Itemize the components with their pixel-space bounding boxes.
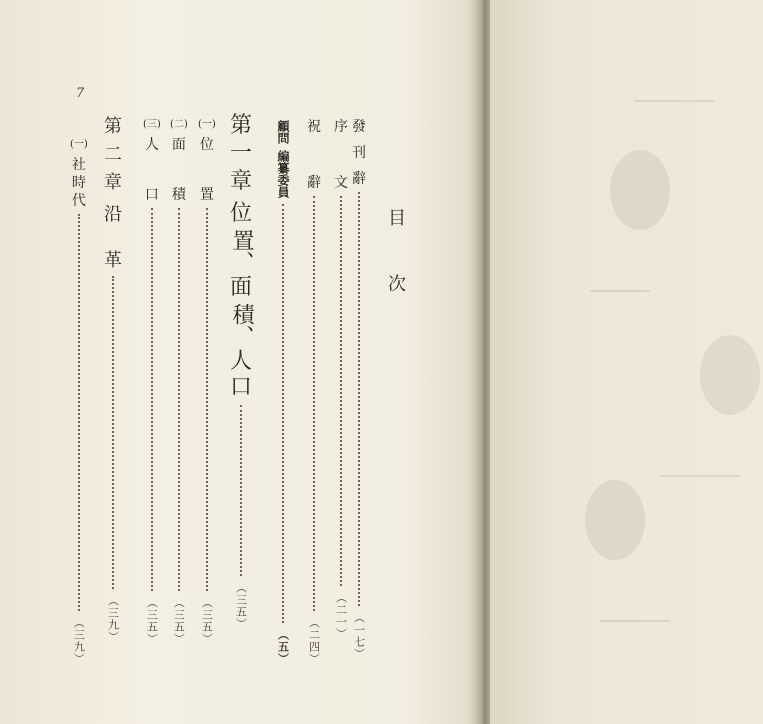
entry-page-ref: （三五） xyxy=(200,597,214,645)
entry-page-ref: （三九） xyxy=(106,595,120,643)
dot-leader xyxy=(78,214,80,611)
dot-leader xyxy=(282,204,284,623)
entry-char: 面 xyxy=(171,137,186,153)
entry-char: 置、 xyxy=(229,229,254,273)
entry-char: 二 xyxy=(104,144,122,165)
entry-char: 積、 xyxy=(229,303,254,347)
entry-char: 面 xyxy=(230,275,253,300)
dot-leader xyxy=(151,208,153,591)
entry-char: (三) xyxy=(143,119,161,130)
toc-entry-shajidai[interactable] xyxy=(70,140,88,665)
toc-entry-menseki[interactable] xyxy=(170,120,188,645)
entry-char: 位 xyxy=(199,137,214,153)
entry-page-ref: （五） xyxy=(276,629,290,665)
toc-entry-jobun[interactable] xyxy=(334,120,348,640)
toc-entry-kankoji[interactable] xyxy=(352,120,366,660)
entry-char: 社 xyxy=(71,157,86,173)
entry-char: 第 xyxy=(104,116,122,137)
dot-leader xyxy=(240,405,242,576)
toc-entry-shukuji[interactable] xyxy=(307,120,321,665)
entry-char: (一) xyxy=(70,139,88,150)
entry-char: 顧問 xyxy=(276,120,290,144)
show-through-portrait xyxy=(700,335,760,415)
entry-char: 第 xyxy=(230,113,253,138)
show-through-portrait xyxy=(585,480,645,560)
entry-char: 置 xyxy=(199,187,214,203)
entry-char: 積 xyxy=(171,187,186,203)
entry-char: 人 xyxy=(230,349,253,374)
show-through-text xyxy=(600,620,670,622)
entry-char: 章 xyxy=(230,169,253,194)
entry-char: 代 xyxy=(71,193,86,209)
entry-char: 序 xyxy=(334,119,348,135)
dot-leader xyxy=(358,192,360,606)
show-through-text xyxy=(635,100,715,102)
dot-leader xyxy=(112,276,114,589)
entry-char: (二) xyxy=(170,119,188,130)
entry-char: 人 xyxy=(144,137,159,153)
show-through-portrait xyxy=(610,150,670,230)
toc-chapter-2[interactable] xyxy=(104,118,122,643)
entry-char: 時 xyxy=(71,175,86,191)
toc-title-char: 次 xyxy=(388,274,406,295)
show-through-text xyxy=(660,475,740,477)
entry-char: 口 xyxy=(230,375,253,400)
entry-char: 革 xyxy=(104,250,122,271)
entry-char: 發 xyxy=(352,119,366,135)
entry-char: 刊 xyxy=(352,145,366,161)
page-number: 7 xyxy=(76,86,85,101)
right-page xyxy=(490,0,763,724)
entry-char: (一) xyxy=(198,119,216,130)
toc-chapter-1[interactable] xyxy=(230,115,252,630)
entry-char: 辭 xyxy=(352,171,366,187)
entry-char: 沿 xyxy=(104,204,122,225)
entry-page-ref: （一七） xyxy=(352,612,366,660)
toc-entry-komon[interactable] xyxy=(277,120,289,665)
entry-char: 一 xyxy=(230,141,253,166)
entry-char: 位 xyxy=(230,201,253,226)
entry-page-ref: （三五） xyxy=(172,597,186,645)
toc-entry-ichi[interactable] xyxy=(198,120,216,645)
show-through-text xyxy=(590,290,650,292)
entry-page-ref: （三五） xyxy=(234,582,248,630)
dot-leader xyxy=(178,208,180,591)
dot-leader xyxy=(313,196,315,611)
entry-page-ref: （二一） xyxy=(334,592,348,640)
entry-char: 章 xyxy=(104,172,122,193)
entry-page-ref: （二四） xyxy=(307,617,321,665)
toc-entry-jinko[interactable] xyxy=(143,120,161,645)
toc-title xyxy=(388,210,406,342)
dot-leader xyxy=(206,208,208,591)
entry-char: 辭 xyxy=(307,175,321,191)
dot-leader xyxy=(340,196,342,586)
entry-page-ref: （三五） xyxy=(145,597,159,645)
entry-char: 祝 xyxy=(307,119,321,135)
entry-char: 文 xyxy=(334,175,348,191)
entry-char: 口 xyxy=(144,187,159,203)
toc-title-char: 目 xyxy=(388,208,406,229)
entry-page-ref: （三九） xyxy=(72,617,86,665)
entry-char: 編纂委員 xyxy=(276,150,290,198)
